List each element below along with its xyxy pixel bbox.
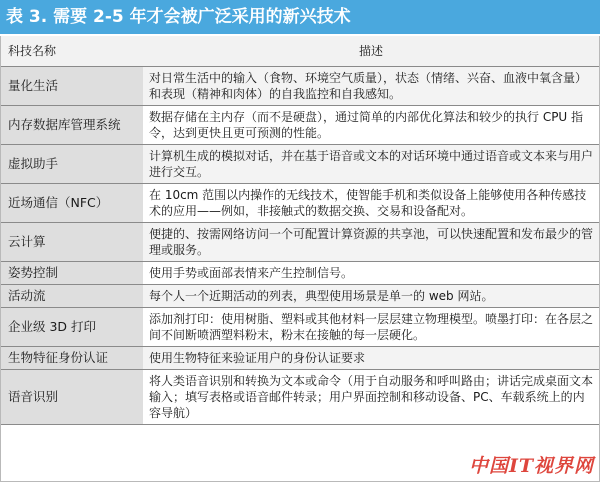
tech-name-cell: 虚拟助手	[1, 144, 143, 183]
table-row	[1, 284, 599, 307]
table-row	[1, 183, 599, 222]
tech-name-cell: 近场通信（NFC）	[1, 183, 143, 222]
description-cell: 在 10cm 范围以内操作的无线技术，使智能手机和类似设备上能够使用各种传感技术的应用——例如，非接触式的数据交换、交易和设备配对。	[143, 183, 599, 222]
header-row	[1, 36, 599, 66]
table	[1, 36, 599, 425]
table-row	[1, 307, 599, 346]
site-watermark: 中国IT视界网	[468, 455, 594, 477]
table-row	[1, 66, 599, 105]
tech-name-cell: 姿势控制	[1, 261, 143, 284]
description-cell: 将人类语音识别和转换为文本或命令（用于自动服务和呼叫路由；讲话完成桌面文本输入；填写表格或语音邮件转录；用户界面控制和移动设备、PC、车载系统上的内容导航）	[143, 369, 599, 424]
description-cell: 添加剂打印：使用树脂、塑料或其他材料一层层建立物理模型。喷墨打印：在各层之间不间断喷洒塑料粉末，粉末在接触的每一层硬化。	[143, 307, 599, 346]
table-title: 表 3. 需要 2-5 年才会被广泛采用的新兴技术	[0, 0, 600, 34]
tech-name-cell: 语音识别	[1, 369, 143, 424]
description-cell: 每个人一个近期活动的列表，典型使用场景是单一的 web 网站。	[143, 284, 599, 307]
description-cell: 使用手势或面部表情来产生控制信号。	[143, 261, 599, 284]
table-row	[1, 105, 599, 144]
tech-name-cell: 活动流	[1, 284, 143, 307]
header-tech-name: 科技名称	[1, 36, 143, 66]
technology-table	[0, 36, 600, 482]
tech-name-cell: 云计算	[1, 222, 143, 261]
description-cell: 数据存储在主内存（而不是硬盘），通过简单的内部优化算法和较少的执行 CPU 指令，达到更快且更可预测的性能。	[143, 105, 599, 144]
description-cell: 便捷的、按需网络访问一个可配置计算资源的共享池，可以快速配置和发布最少的管理或服务。	[143, 222, 599, 261]
tech-name-cell: 内存数据库管理系统	[1, 105, 143, 144]
tech-name-cell: 企业级 3D 打印	[1, 307, 143, 346]
tech-name-cell: 生物特征身份认证	[1, 346, 143, 369]
table-row	[1, 346, 599, 369]
table-row	[1, 222, 599, 261]
tech-name-cell: 量化生活	[1, 66, 143, 105]
table-row	[1, 261, 599, 284]
table-row	[1, 144, 599, 183]
header-description: 描述	[143, 36, 599, 66]
description-cell: 使用生物特征来验证用户的身份认证要求	[143, 346, 599, 369]
table-row	[1, 369, 599, 424]
description-cell: 对日常生活中的输入（食物、环境空气质量），状态（情绪、兴奋、血液中氧含量）和表现（精神和肉体）的自我监控和自我感知。	[143, 66, 599, 105]
description-cell: 计算机生成的模拟对话，并在基于语音或文本的对话环境中通过语音或文本来与用户进行交互。	[143, 144, 599, 183]
